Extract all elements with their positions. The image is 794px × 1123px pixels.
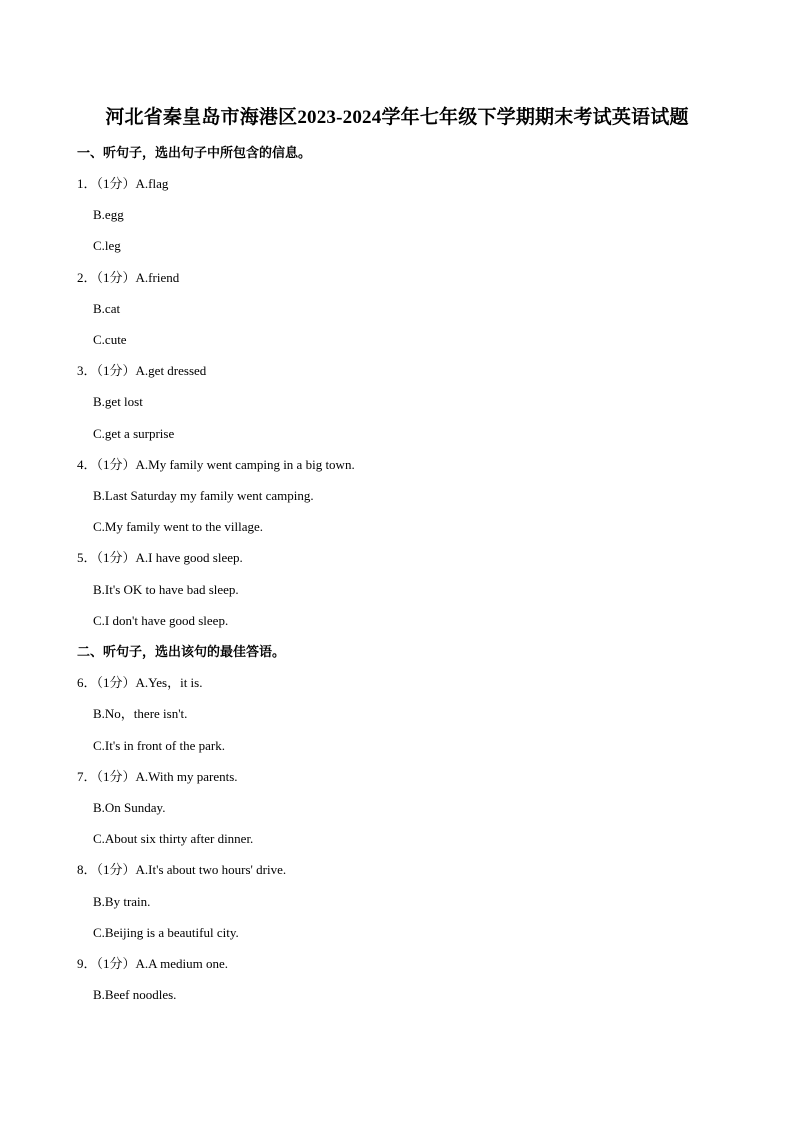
option-c: C.My family went to the village. (93, 519, 264, 534)
option-b: B.On Sunday. (93, 800, 166, 815)
question-score: （1分） (96, 457, 136, 472)
question-score: （1分） (96, 270, 136, 285)
question-number: 6． (77, 675, 97, 690)
exam-title: 河北省秦皇岛市海港区2023-2024学年七年级下学期期末考试英语试题 (105, 107, 689, 128)
option-b: B.No，there isn't. (93, 706, 188, 721)
option-b: B.Last Saturday my family went camping. (93, 488, 314, 503)
option-a: A.flag (135, 176, 169, 191)
question-3 (77, 363, 206, 379)
question-number: 3． (77, 363, 97, 378)
question-number: 1． (77, 176, 97, 191)
question-9 (77, 956, 228, 972)
question-8 (77, 862, 286, 878)
option-a: A.With my parents. (135, 769, 238, 784)
option-b: B.It's OK to have bad sleep. (93, 582, 239, 597)
section-heading-2: 二、听句子，选出该句的最佳答语。 (77, 644, 286, 659)
question-number: 9． (77, 956, 97, 971)
question-1 (77, 176, 168, 192)
question-7 (77, 769, 238, 785)
option-c: C.cute (93, 332, 127, 347)
option-c: C.leg (93, 238, 121, 253)
question-number: 2． (77, 270, 97, 285)
option-b: B.By train. (93, 894, 151, 909)
question-number: 5． (77, 550, 97, 565)
question-score: （1分） (96, 176, 136, 191)
question-score: （1分） (96, 862, 136, 877)
question-score: （1分） (96, 956, 136, 971)
question-4 (77, 457, 355, 473)
question-number: 8． (77, 862, 97, 877)
question-number: 4． (77, 457, 97, 472)
option-c: C.About six thirty after dinner. (93, 831, 254, 846)
option-a: A.It's about two hours' drive. (135, 862, 287, 877)
question-2 (77, 270, 179, 286)
option-c: C.get a surprise (93, 426, 175, 441)
section-heading-1: 一、听句子，选出句子中所包含的信息。 (77, 145, 312, 160)
option-a: A.Yes，it is. (135, 675, 203, 690)
option-b: B.egg (93, 207, 124, 222)
question-5 (77, 550, 243, 566)
option-b: B.Beef noodles. (93, 987, 177, 1002)
question-6 (77, 675, 202, 691)
question-score: （1分） (96, 550, 136, 565)
option-a: A.A medium one. (135, 956, 228, 971)
option-c: C.Beijing is a beautiful city. (93, 925, 239, 940)
question-score: （1分） (96, 675, 136, 690)
question-score: （1分） (96, 363, 136, 378)
option-b: B.cat (93, 301, 121, 316)
question-score: （1分） (96, 769, 136, 784)
option-a: A.friend (135, 270, 180, 285)
question-number: 7． (77, 769, 97, 784)
option-a: A.get dressed (135, 363, 207, 378)
option-c: C.I don't have good sleep. (93, 613, 229, 628)
option-a: A.My family went camping in a big town. (135, 457, 355, 472)
option-a: A.I have good sleep. (135, 550, 243, 565)
option-b: B.get lost (93, 394, 143, 409)
option-c: C.It's in front of the park. (93, 738, 225, 753)
